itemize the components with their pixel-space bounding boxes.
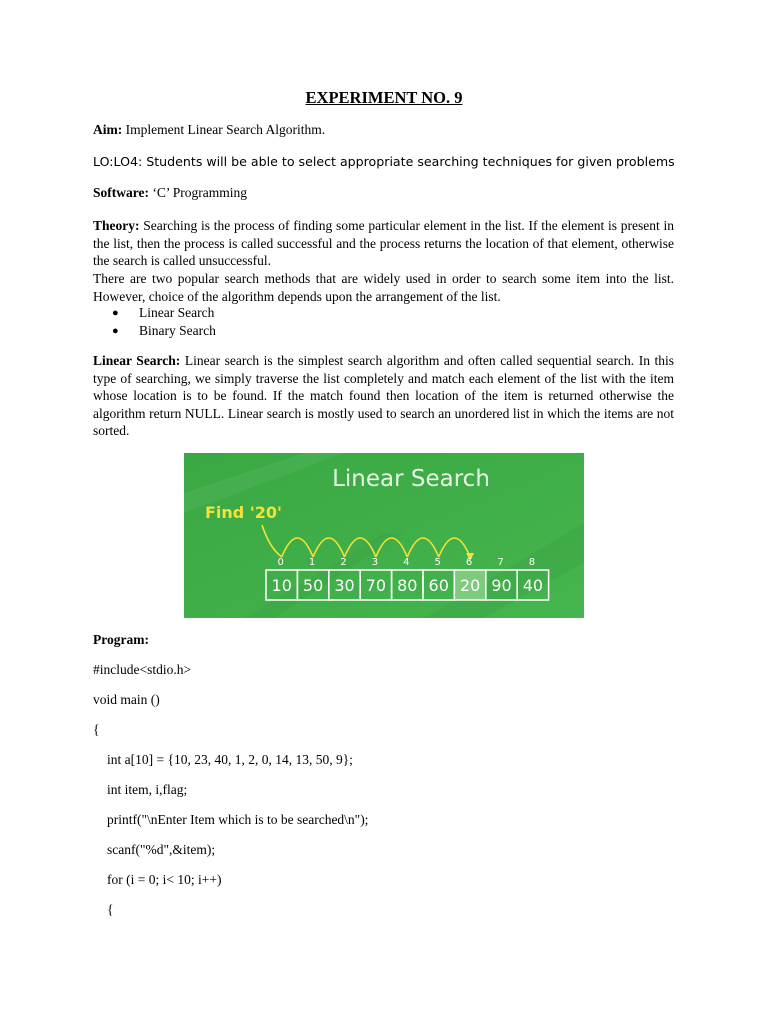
index-label: 3 xyxy=(371,557,379,568)
array-value: 60 xyxy=(428,576,449,595)
software-line xyxy=(93,185,247,201)
array-value: 50 xyxy=(302,576,324,595)
linear-search-text: Linear search is the simplest search algorithm and often called sequential search. In this type of searching, we simply traverse the list completely and match each element of the list with the item whose location is to be found. If the match found then location of the item is returned otherwise the algorithm return NULL. Linear search is mostly used to search an unordered list in which the items are not sorted. xyxy=(93,353,674,438)
page-title: EXPERIMENT NO. 9 xyxy=(305,88,463,107)
code-line: int item, i,flag; xyxy=(107,782,188,797)
array-value: 70 xyxy=(365,576,387,595)
array-value: 90 xyxy=(491,576,512,595)
array-value: 20 xyxy=(459,576,481,595)
linear-search-figure xyxy=(184,453,584,618)
list-item: ● Linear Search xyxy=(112,305,215,320)
code-line: void main () xyxy=(93,692,160,707)
program-label: Program: xyxy=(93,632,149,647)
index-label: 4 xyxy=(403,557,410,568)
index-label: 0 xyxy=(277,557,284,568)
linear-search-label: Linear Search: xyxy=(93,353,181,368)
learning-outcome: LO:LO4: Students will be able to select appropriate searching techniques for given problems xyxy=(93,154,675,169)
code-line: { xyxy=(107,902,114,917)
array-value: 10 xyxy=(271,576,292,595)
index-label: 1 xyxy=(308,557,316,568)
code-line: int a[10] = {10, 23, 40, 1, 2, 0, 14, 13, 50, 9}; xyxy=(107,752,353,767)
array-value: 40 xyxy=(522,576,544,595)
theory-text: Searching is the process of finding some particular element in the list. If the element is present in the list, then the process is called successful and the process returns the location of that element, otherwise the search is called unsuccessful. xyxy=(93,218,674,268)
software-label: Software: xyxy=(93,185,149,200)
index-label: 2 xyxy=(340,557,347,568)
aim-text: Implement Linear Search Algorithm. xyxy=(122,122,326,137)
aim-line xyxy=(93,122,325,138)
figure-title: Linear Search xyxy=(332,466,490,492)
bullet-icon: ● xyxy=(112,325,119,337)
bullet-icon: ● xyxy=(112,307,119,319)
index-label: 8 xyxy=(528,557,536,568)
software-text: ‘C’ Programming xyxy=(148,185,247,200)
array-value: 80 xyxy=(397,576,418,595)
list-item: ● Binary Search xyxy=(112,323,216,338)
search-methods-list xyxy=(112,304,216,340)
code-line: printf("\nEnter Item which is to be searched\n"); xyxy=(107,812,369,827)
find-label: Find '20' xyxy=(205,503,282,522)
code-line: for (i = 0; i< 10; i++) xyxy=(107,872,222,887)
index-label: 6 xyxy=(465,557,473,568)
theory-label: Theory: xyxy=(93,218,140,233)
code-line: #include<stdio.h> xyxy=(93,662,192,677)
index-label: 7 xyxy=(497,557,504,568)
code-line: scanf("%d",&item); xyxy=(107,842,216,857)
index-label: 5 xyxy=(434,557,441,568)
linear-search-paragraph xyxy=(93,352,674,440)
theory-paragraph-2: There are two popular search methods that are widely used in order to search some item into the list. However, choice of the algorithm depends upon the arrangement of the list. xyxy=(93,271,674,304)
aim-label: Aim: xyxy=(93,122,123,137)
code-line: { xyxy=(93,722,100,737)
array-value: 30 xyxy=(334,576,355,595)
theory-paragraph xyxy=(93,217,674,270)
